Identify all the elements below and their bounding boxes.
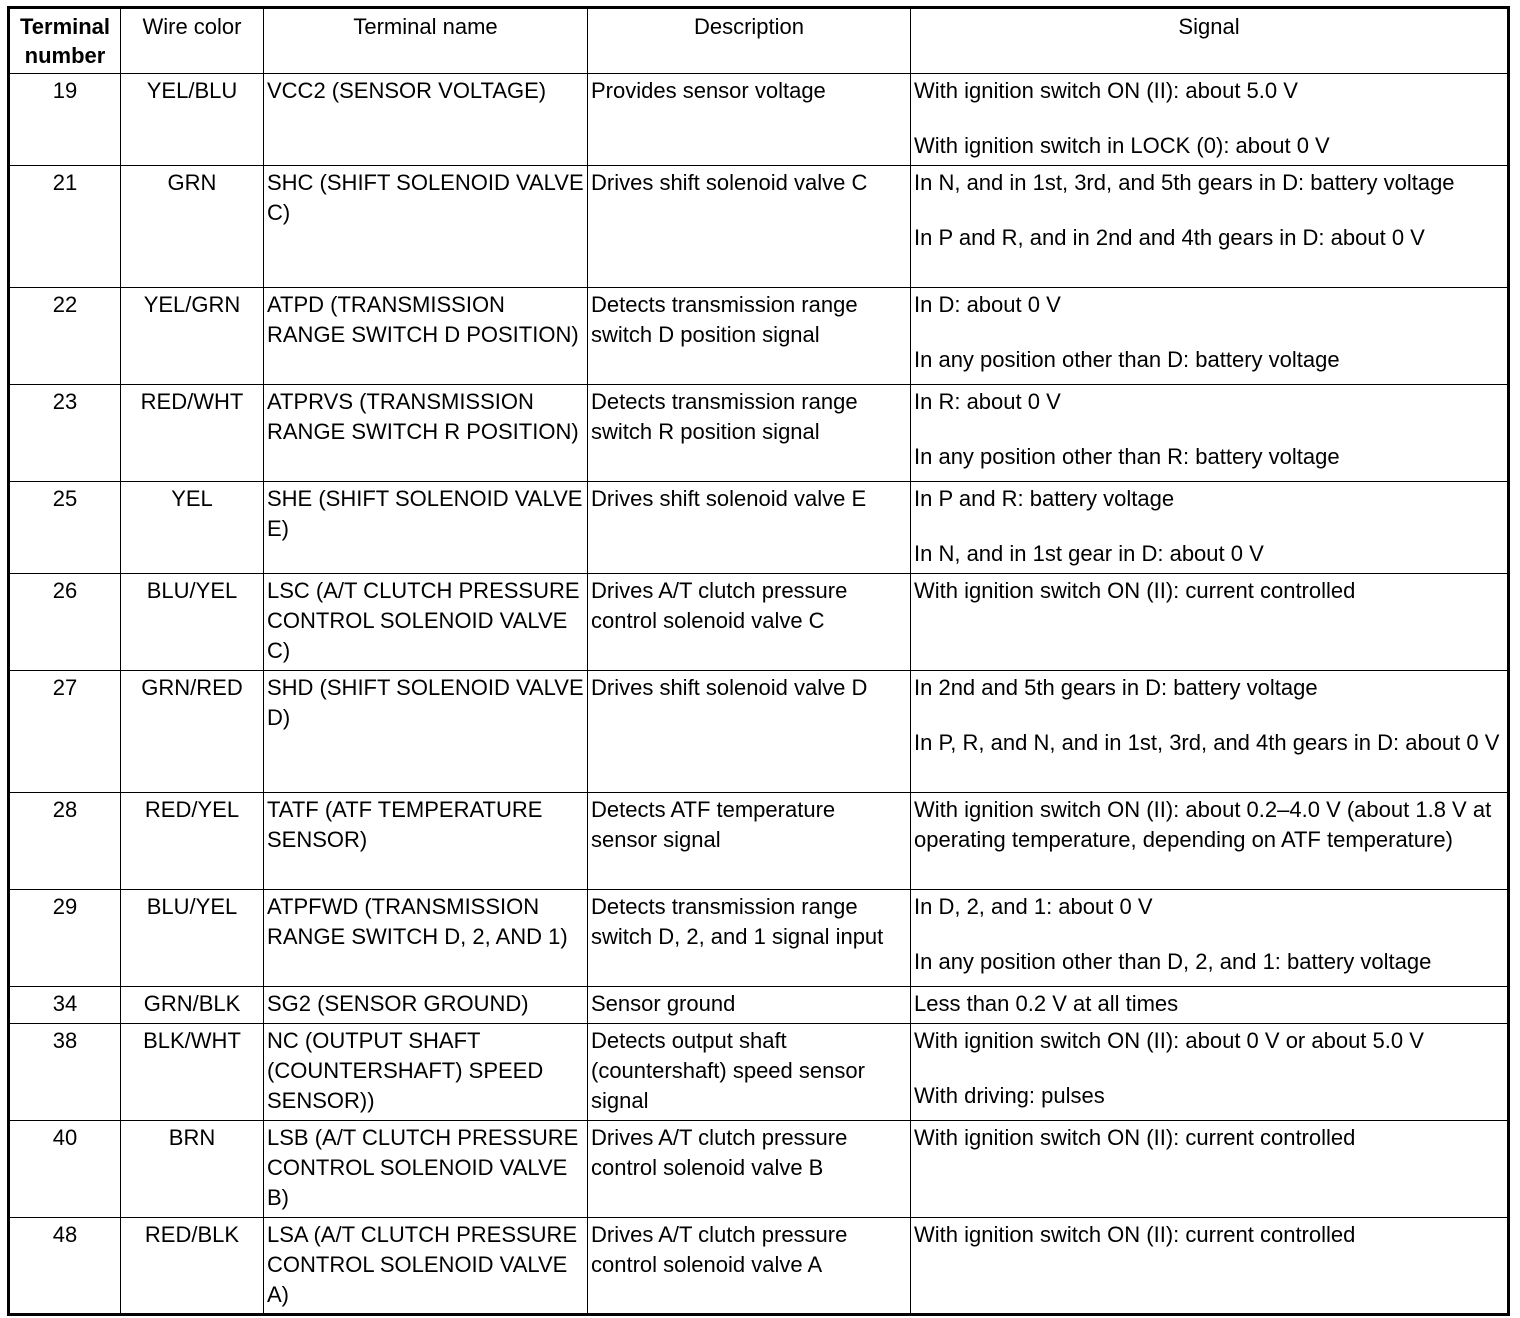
wire-color-cell: YEL (121, 482, 264, 574)
signal-line: With ignition switch in LOCK (0): about 0 V (914, 133, 1330, 158)
signal-line: In P and R, and in 2nd and 4th gears in D: about 0 V (914, 225, 1425, 250)
wire-color-cell: YEL/GRN (121, 288, 264, 385)
wire-color-cell: GRN/BLK (121, 987, 264, 1024)
terminal-name-cell: TATF (ATF TEMPERATURE SENSOR) (264, 793, 588, 890)
signal-line: In any position other than D, 2, and 1: battery voltage (914, 949, 1432, 974)
signal-line: In D, 2, and 1: about 0 V (914, 894, 1153, 919)
signal-line: In P and R: battery voltage (914, 486, 1175, 511)
terminal-number-cell: 29 (9, 890, 121, 987)
description-cell: Detects transmission range switch R position signal (588, 385, 911, 482)
wire-color-cell: BLK/WHT (121, 1024, 264, 1121)
terminal-name-cell: SHC (SHIFT SOLENOID VALVE C) (264, 166, 588, 288)
table-row (9, 987, 1509, 1024)
signal-cell (911, 987, 1509, 1024)
terminal-number-cell: 22 (9, 288, 121, 385)
signal-line: In R: about 0 V (914, 389, 1061, 414)
table-row (9, 890, 1509, 987)
description-cell: Detects output shaft (countershaft) speed sensor signal (588, 1024, 911, 1121)
header-terminal-number-line2: number (24, 43, 106, 68)
wire-color-cell: BLU/YEL (121, 890, 264, 987)
terminal-number-cell: 28 (9, 793, 121, 890)
terminal-name-cell: NC (OUTPUT SHAFT (COUNTERSHAFT) SPEED SENSOR)) (264, 1024, 588, 1121)
terminal-number-cell: 19 (9, 74, 121, 166)
terminal-number-cell: 38 (9, 1024, 121, 1121)
signal-cell (911, 385, 1509, 482)
signal-line: In P, R, and N, and in 1st, 3rd, and 4th gears in D: about 0 V (914, 730, 1500, 755)
terminal-name-cell: SHD (SHIFT SOLENOID VALVE D) (264, 671, 588, 793)
description-cell: Detects transmission range switch D, 2, and 1 signal input (588, 890, 911, 987)
header-terminal-name: Terminal name (264, 8, 588, 74)
header-description: Description (588, 8, 911, 74)
signal-line: With ignition switch ON (II): current controlled (914, 1222, 1356, 1247)
table-row (9, 1121, 1509, 1218)
terminal-name-cell: ATPFWD (TRANSMISSION RANGE SWITCH D, 2, AND 1) (264, 890, 588, 987)
signal-line: In N, and in 1st, 3rd, and 5th gears in D: battery voltage (914, 170, 1455, 195)
terminal-name-cell: VCC2 (SENSOR VOLTAGE) (264, 74, 588, 166)
header-signal: Signal (911, 8, 1509, 74)
table-body (9, 74, 1509, 1315)
description-cell: Drives A/T clutch pressure control solenoid valve B (588, 1121, 911, 1218)
signal-cell (911, 482, 1509, 574)
table-row (9, 574, 1509, 671)
terminal-name-cell: SG2 (SENSOR GROUND) (264, 987, 588, 1024)
terminal-number-cell: 27 (9, 671, 121, 793)
signal-cell (911, 1218, 1509, 1315)
table-row (9, 385, 1509, 482)
wire-color-cell: BLU/YEL (121, 574, 264, 671)
table-row (9, 288, 1509, 385)
terminal-number-cell: 40 (9, 1121, 121, 1218)
signal-cell (911, 1121, 1509, 1218)
signal-cell (911, 890, 1509, 987)
table-row (9, 166, 1509, 288)
signal-line: With ignition switch ON (II): about 5.0 V (914, 78, 1298, 103)
terminal-name-cell: ATPD (TRANSMISSION RANGE SWITCH D POSITION) (264, 288, 588, 385)
signal-line: With ignition switch ON (II): about 0.2–4.0 V (about 1.8 V at operating temperature, depending on ATF temperature) (914, 797, 1492, 852)
table-header-row (9, 8, 1509, 74)
signal-line: With ignition switch ON (II): about 0 V or about 5.0 V (914, 1028, 1424, 1053)
signal-cell (911, 574, 1509, 671)
description-cell: Drives shift solenoid valve E (588, 482, 911, 574)
header-terminal-number-line1: Terminal (19, 14, 111, 39)
signal-cell (911, 671, 1509, 793)
terminal-name-cell: LSB (A/T CLUTCH PRESSURE CONTROL SOLENOID VALVE B) (264, 1121, 588, 1218)
wire-color-cell: BRN (121, 1121, 264, 1218)
wire-color-cell: RED/BLK (121, 1218, 264, 1315)
description-cell: Provides sensor voltage (588, 74, 911, 166)
signal-line: Less than 0.2 V at all times (914, 991, 1179, 1016)
wire-color-cell: GRN (121, 166, 264, 288)
wire-color-cell: RED/YEL (121, 793, 264, 890)
signal-line: With ignition switch ON (II): current controlled (914, 578, 1356, 603)
signal-cell (911, 793, 1509, 890)
terminal-number-cell: 34 (9, 987, 121, 1024)
terminal-number-cell: 48 (9, 1218, 121, 1315)
description-cell: Drives A/T clutch pressure control solenoid valve C (588, 574, 911, 671)
description-cell: Detects transmission range switch D position signal (588, 288, 911, 385)
description-cell: Drives shift solenoid valve D (588, 671, 911, 793)
table-row (9, 671, 1509, 793)
table-row (9, 1218, 1509, 1315)
terminal-number-cell: 23 (9, 385, 121, 482)
signal-line: In D: about 0 V (914, 292, 1061, 317)
description-cell: Drives A/T clutch pressure control solenoid valve A (588, 1218, 911, 1315)
signal-line: With driving: pulses (914, 1083, 1105, 1108)
signal-cell (911, 1024, 1509, 1121)
wire-color-cell: GRN/RED (121, 671, 264, 793)
table-row (9, 1024, 1509, 1121)
table-row (9, 793, 1509, 890)
terminal-name-cell: SHE (SHIFT SOLENOID VALVE E) (264, 482, 588, 574)
table-row (9, 74, 1509, 166)
terminal-name-cell: LSA (A/T CLUTCH PRESSURE CONTROL SOLENOID VALVE A) (264, 1218, 588, 1315)
description-cell: Detects ATF temperature sensor signal (588, 793, 911, 890)
terminal-table (7, 6, 1510, 1316)
terminal-number-cell: 25 (9, 482, 121, 574)
description-cell: Sensor ground (588, 987, 911, 1024)
signal-cell (911, 288, 1509, 385)
description-cell: Drives shift solenoid valve C (588, 166, 911, 288)
signal-line: With ignition switch ON (II): current controlled (914, 1125, 1356, 1150)
terminal-number-cell: 26 (9, 574, 121, 671)
header-wire-color: Wire color (121, 8, 264, 74)
wire-color-cell: YEL/BLU (121, 74, 264, 166)
signal-line: In 2nd and 5th gears in D: battery voltage (914, 675, 1318, 700)
signal-line: In N, and in 1st gear in D: about 0 V (914, 541, 1264, 566)
signal-line: In any position other than R: battery voltage (914, 444, 1340, 469)
terminal-number-cell: 21 (9, 166, 121, 288)
terminal-name-cell: ATPRVS (TRANSMISSION RANGE SWITCH R POSITION) (264, 385, 588, 482)
signal-cell (911, 74, 1509, 166)
terminal-name-cell: LSC (A/T CLUTCH PRESSURE CONTROL SOLENOID VALVE C) (264, 574, 588, 671)
table-row (9, 482, 1509, 574)
signal-cell (911, 166, 1509, 288)
header-terminal-number (9, 8, 121, 74)
signal-line: In any position other than D: battery voltage (914, 347, 1340, 372)
wire-color-cell: RED/WHT (121, 385, 264, 482)
